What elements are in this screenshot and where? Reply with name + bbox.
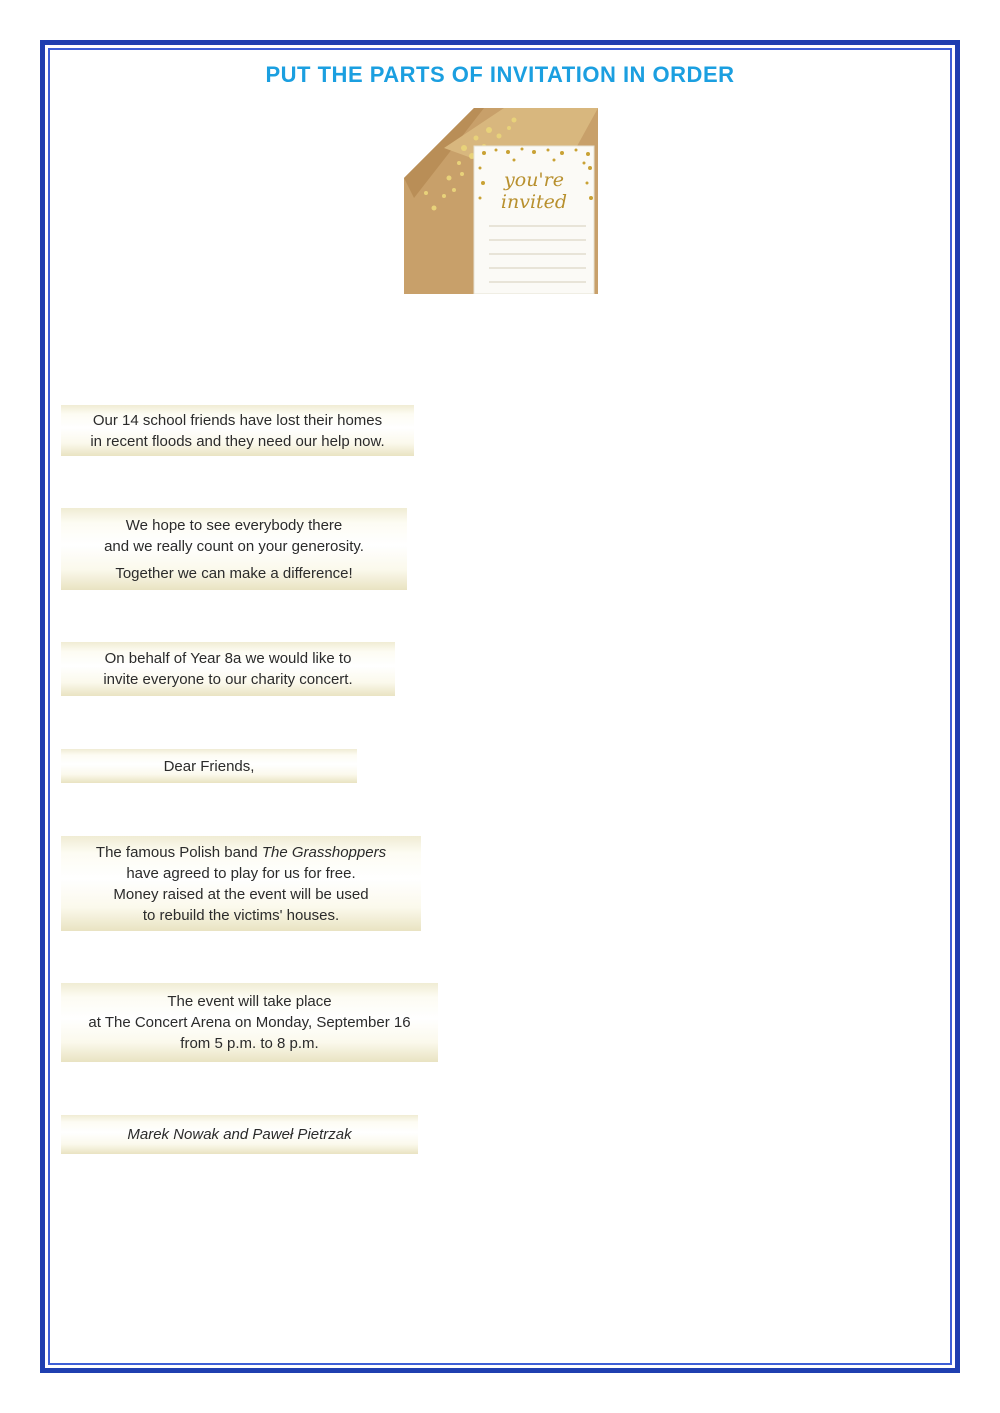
invitation-part-on-behalf[interactable] [61, 642, 395, 696]
part-line: have agreed to play for us for free. [126, 864, 356, 882]
part-line: Money raised at the event will be used [113, 885, 369, 903]
part-line: We hope to see everybody there [125, 516, 343, 534]
band-name: The Grasshoppers [261, 843, 387, 861]
part-line [61, 842, 421, 863]
invitation-part-floods[interactable] [61, 405, 414, 456]
part-line: Together we can make a difference! [115, 564, 353, 582]
part-line: and we really count on your generosity. [104, 537, 364, 555]
part-line: at The Concert Arena on Monday, September 16 [88, 1014, 411, 1031]
part-line: from 5 p.m. to 8 p.m. [180, 1035, 319, 1052]
part-line: The event will take place [167, 993, 332, 1010]
part-line: Marek Nowak and Paweł Pietrzak [127, 1126, 352, 1143]
invitation-part-closing[interactable] [61, 508, 407, 590]
part-line: invite everyone to our charity concert. [103, 671, 353, 688]
invitation-part-signature[interactable] [61, 1115, 418, 1154]
invitation-part-event-details[interactable] [61, 983, 438, 1062]
card-text-line2: invited [500, 191, 568, 213]
worksheet-title: PUT THE PARTS OF INVITATION IN ORDER [265, 62, 735, 87]
part-line: Dear Friends, [163, 757, 255, 775]
invitation-part-greeting[interactable] [61, 749, 357, 783]
invitation-part-band[interactable] [61, 836, 421, 931]
part-line: in recent floods and they need our help now. [90, 432, 385, 450]
band-prefix: The famous Polish band [95, 843, 262, 861]
invitation-card-image [404, 108, 598, 294]
part-line: to rebuild the victims' houses. [142, 906, 340, 924]
card-text-line1: you're [504, 169, 564, 191]
part-line: On behalf of Year 8a we would like to [104, 650, 352, 667]
part-line: Our 14 school friends have lost their homes [92, 411, 383, 429]
